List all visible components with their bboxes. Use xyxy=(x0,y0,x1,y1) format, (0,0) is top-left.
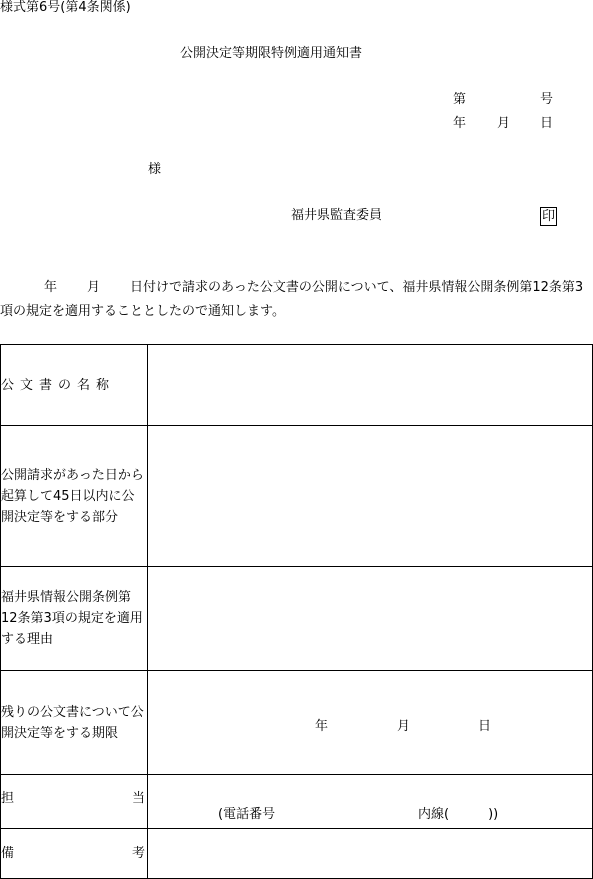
number-prefix: 第 xyxy=(453,92,467,107)
row-remarks xyxy=(1,829,593,879)
value-remarks[interactable] xyxy=(148,829,593,879)
row-deadline xyxy=(1,671,593,775)
extension-label: 内線( )) xyxy=(418,807,499,822)
issuer-name: 福井県監査委員 xyxy=(291,208,383,223)
value-deadline[interactable] xyxy=(148,671,593,775)
value-document-name[interactable] xyxy=(148,345,593,426)
body-text: 日付けで請求のあった公文書の公開について、福井県情報公開条例第12条第3項の規定を適用することとしたので通知します。 xyxy=(0,280,584,319)
label-partial-disclosure: 公開請求があった日から起算して45日以内に公開決定等をする部分 xyxy=(1,426,148,567)
date-month: 月 xyxy=(497,116,511,131)
document-title: 公開決定等期限特例適用通知書 xyxy=(180,46,363,61)
value-contact[interactable] xyxy=(148,775,593,829)
label-contact: 担 当 xyxy=(1,775,148,829)
deadline-month: 月 xyxy=(397,718,411,734)
seal-mark: 印 xyxy=(541,209,555,224)
form-number: 様式第6号(第4条関係) xyxy=(0,0,131,15)
row-contact xyxy=(1,775,593,829)
notice-form-table xyxy=(0,344,593,879)
body-year: 年 xyxy=(44,280,58,295)
deadline-year: 年 xyxy=(315,718,329,734)
label-remarks: 備 考 xyxy=(1,829,148,879)
row-document-name xyxy=(1,345,593,426)
row-reason xyxy=(1,567,593,671)
number-suffix: 号 xyxy=(540,92,554,107)
deadline-day: 日 xyxy=(478,718,492,734)
value-reason[interactable] xyxy=(148,567,593,671)
phone-number-label: (電話番号 xyxy=(218,807,276,822)
body-paragraph xyxy=(0,276,593,324)
value-partial-disclosure[interactable] xyxy=(148,426,593,567)
row-partial-disclosure xyxy=(1,426,593,567)
label-document-name: 公文書の名称 xyxy=(1,345,148,426)
date-year: 年 xyxy=(453,116,467,131)
label-deadline: 残りの公文書について公開決定等をする期限 xyxy=(1,671,148,775)
label-reason: 福井県情報公開条例第12条第3項の規定を適用する理由 xyxy=(1,567,148,671)
date-day: 日 xyxy=(540,116,554,131)
body-month: 月 xyxy=(87,280,101,295)
addressee-honorific: 様 xyxy=(148,162,162,177)
